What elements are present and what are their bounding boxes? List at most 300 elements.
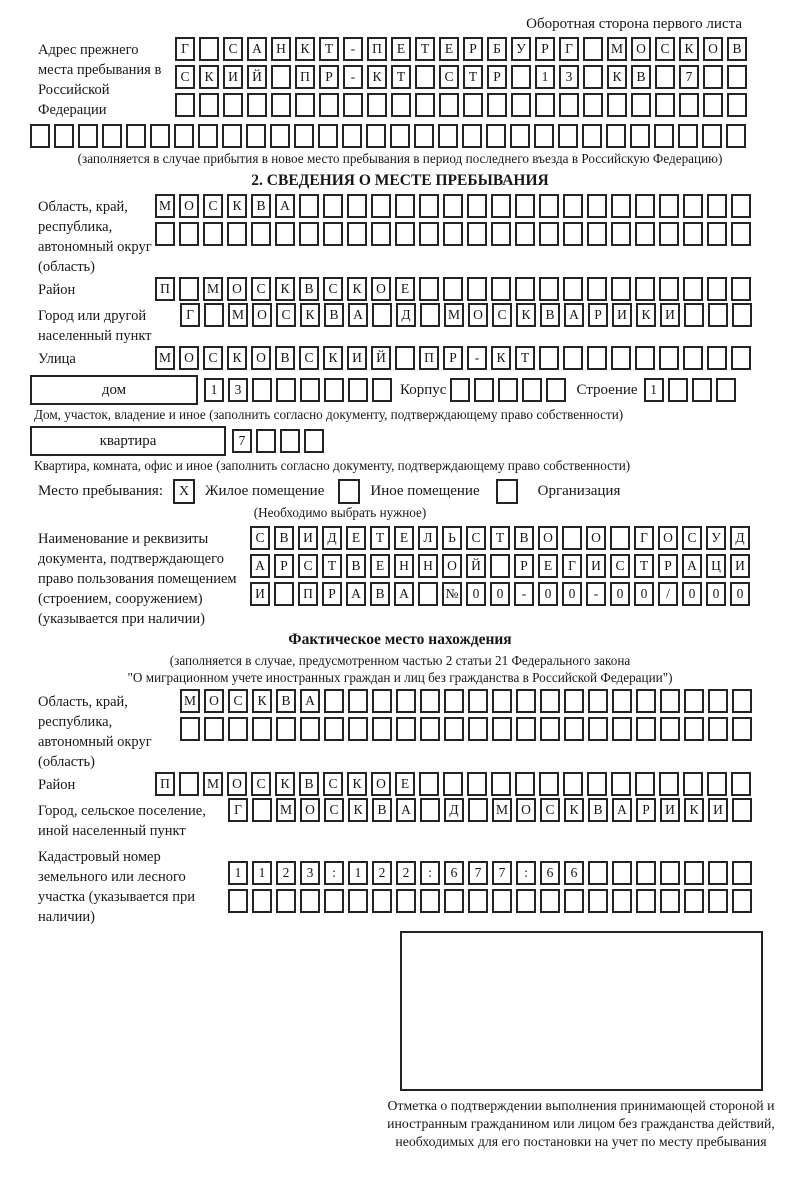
- char-cell: [587, 346, 607, 370]
- char-cell: [516, 717, 536, 741]
- char-cell: [390, 124, 410, 148]
- char-cell: М: [203, 772, 223, 796]
- char-cell: К: [252, 689, 272, 713]
- char-cell: [660, 689, 680, 713]
- char-cell: Н: [271, 37, 291, 61]
- char-cell: [78, 124, 98, 148]
- char-cell: С: [250, 526, 270, 550]
- factual-oblast-grid-row-2: [180, 717, 752, 741]
- char-cell: С: [251, 772, 271, 796]
- char-cell: -: [514, 582, 534, 606]
- char-cell: [732, 689, 752, 713]
- char-cell: [420, 798, 440, 822]
- char-cell: [102, 124, 122, 148]
- char-cell: [635, 194, 655, 218]
- char-cell: Г: [634, 526, 654, 550]
- char-cell: О: [179, 346, 199, 370]
- char-cell: Т: [415, 37, 435, 61]
- char-cell: [716, 378, 736, 402]
- char-cell: Р: [322, 582, 342, 606]
- ulitsa-label: Улица: [38, 351, 76, 367]
- char-cell: :: [516, 861, 536, 885]
- mesto-label: Место пребывания:: [38, 483, 163, 499]
- char-cell: [420, 717, 440, 741]
- char-cell: [708, 889, 728, 913]
- char-cell: 1: [644, 378, 664, 402]
- char-cell: [367, 93, 387, 117]
- char-cell: [155, 222, 175, 246]
- char-cell: [708, 861, 728, 885]
- char-cell: [491, 277, 511, 301]
- char-cell: Р: [274, 554, 294, 578]
- char-cell: [587, 277, 607, 301]
- char-cell: [515, 277, 535, 301]
- char-cell: [395, 346, 415, 370]
- char-cell: К: [347, 772, 367, 796]
- document-block: [38, 526, 800, 629]
- char-cell: И: [586, 554, 606, 578]
- char-cell: [732, 861, 752, 885]
- char-cell: [611, 194, 631, 218]
- char-cell: 0: [634, 582, 654, 606]
- char-cell: [540, 717, 560, 741]
- char-cell: С: [175, 65, 195, 89]
- char-cell: [631, 93, 651, 117]
- char-cell: [522, 378, 542, 402]
- factual-note-2: "О миграционном учете иностранных граждан и лиц без гражданства в Российской Федерации"): [127, 670, 673, 685]
- char-cell: [300, 717, 320, 741]
- char-cell: [498, 378, 518, 402]
- char-cell: М: [155, 194, 175, 218]
- char-cell: К: [347, 277, 367, 301]
- char-cell: 1: [535, 65, 555, 89]
- char-cell: [539, 277, 559, 301]
- char-cell: [630, 124, 650, 148]
- korpus-grid-row: [450, 378, 566, 402]
- char-cell: [660, 861, 680, 885]
- char-cell: [491, 772, 511, 796]
- char-cell: [684, 303, 704, 327]
- char-cell: В: [275, 346, 295, 370]
- char-cell: С: [610, 554, 630, 578]
- char-cell: А: [396, 798, 416, 822]
- char-cell: Г: [562, 554, 582, 578]
- prev-address-grid-row-3: [175, 93, 747, 117]
- char-cell: В: [274, 526, 294, 550]
- char-cell: [540, 889, 560, 913]
- char-cell: О: [703, 37, 723, 61]
- char-cell: О: [252, 303, 272, 327]
- char-cell: К: [275, 277, 295, 301]
- char-cell: [559, 93, 579, 117]
- char-cell: И: [250, 582, 270, 606]
- document-grids: [250, 526, 750, 606]
- char-cell: [371, 222, 391, 246]
- char-cell: К: [227, 194, 247, 218]
- char-cell: И: [660, 798, 680, 822]
- char-cell: Г: [180, 303, 200, 327]
- char-cell: [467, 222, 487, 246]
- char-cell: [319, 93, 339, 117]
- char-cell: С: [251, 277, 271, 301]
- char-cell: В: [346, 554, 366, 578]
- zhiloe-checkbox: X: [173, 479, 195, 504]
- char-cell: [372, 689, 392, 713]
- char-cell: [418, 582, 438, 606]
- char-cell: [372, 889, 392, 913]
- char-cell: П: [298, 582, 318, 606]
- char-cell: [635, 222, 655, 246]
- char-cell: С: [540, 798, 560, 822]
- char-cell: [174, 124, 194, 148]
- char-cell: А: [275, 194, 295, 218]
- char-cell: К: [607, 65, 627, 89]
- char-cell: [683, 277, 703, 301]
- char-cell: [467, 194, 487, 218]
- char-cell: [635, 772, 655, 796]
- factual-note-1: (заполняется в случае, предусмотренном частью 2 статьи 21 Федерального закона: [169, 653, 631, 668]
- char-cell: Н: [394, 554, 414, 578]
- char-cell: Й: [371, 346, 391, 370]
- char-cell: 0: [562, 582, 582, 606]
- char-cell: С: [299, 346, 319, 370]
- document-grid-row-1: [250, 526, 750, 550]
- char-cell: [582, 124, 602, 148]
- char-cell: [511, 65, 531, 89]
- char-cell: [323, 222, 343, 246]
- char-cell: [252, 717, 272, 741]
- rayon-block: [38, 277, 800, 301]
- char-cell: О: [371, 277, 391, 301]
- kadastr-block: [38, 844, 800, 927]
- char-cell: К: [295, 37, 315, 61]
- char-cell: [396, 889, 416, 913]
- char-cell: Т: [515, 346, 535, 370]
- char-cell: [444, 717, 464, 741]
- char-cell: [678, 124, 698, 148]
- char-cell: Д: [444, 798, 464, 822]
- char-cell: [468, 717, 488, 741]
- char-cell: [323, 194, 343, 218]
- char-cell: [731, 277, 751, 301]
- char-cell: И: [730, 554, 750, 578]
- char-cell: [199, 93, 219, 117]
- char-cell: [372, 717, 392, 741]
- char-cell: И: [223, 65, 243, 89]
- char-cell: Т: [322, 554, 342, 578]
- char-cell: О: [204, 689, 224, 713]
- char-cell: [256, 429, 276, 453]
- char-cell: П: [419, 346, 439, 370]
- char-cell: 1: [252, 861, 272, 885]
- char-cell: [492, 689, 512, 713]
- oblast-block: [38, 194, 800, 277]
- char-cell: [612, 861, 632, 885]
- char-cell: Е: [370, 554, 390, 578]
- char-cell: Р: [463, 37, 483, 61]
- char-cell: -: [343, 65, 363, 89]
- char-cell: [707, 222, 727, 246]
- char-cell: [684, 689, 704, 713]
- char-cell: 3: [559, 65, 579, 89]
- char-cell: К: [684, 798, 704, 822]
- char-cell: Г: [175, 37, 195, 61]
- factual-oblast-label: Область, край, республика, автономный округ (область): [38, 694, 152, 770]
- char-cell: [611, 277, 631, 301]
- char-cell: [414, 124, 434, 148]
- char-cell: [546, 378, 566, 402]
- char-cell: [204, 303, 224, 327]
- char-cell: [150, 124, 170, 148]
- char-cell: В: [588, 798, 608, 822]
- char-cell: [539, 772, 559, 796]
- char-cell: Г: [559, 37, 579, 61]
- char-cell: -: [467, 346, 487, 370]
- char-cell: [443, 772, 463, 796]
- gorod-block: [38, 303, 800, 346]
- char-cell: 7: [492, 861, 512, 885]
- char-cell: [635, 346, 655, 370]
- char-cell: [348, 889, 368, 913]
- char-cell: [607, 93, 627, 117]
- char-cell: [420, 689, 440, 713]
- section2-title: 2. СВЕДЕНИЯ О МЕСТЕ ПРЕБЫВАНИЯ: [251, 172, 549, 189]
- mesto-block: [38, 479, 800, 504]
- char-cell: [468, 798, 488, 822]
- char-cell: С: [466, 526, 486, 550]
- char-cell: Т: [634, 554, 654, 578]
- char-cell: [731, 194, 751, 218]
- char-cell: К: [636, 303, 656, 327]
- factual-rayon-label: Район: [38, 777, 76, 793]
- char-cell: [587, 772, 607, 796]
- char-cell: У: [706, 526, 726, 550]
- char-cell: Е: [394, 526, 414, 550]
- char-cell: Д: [730, 526, 750, 550]
- korpus-label: Корпус: [400, 382, 447, 398]
- char-cell: К: [199, 65, 219, 89]
- char-cell: [684, 861, 704, 885]
- char-cell: [707, 346, 727, 370]
- char-cell: :: [324, 861, 344, 885]
- ulitsa-block: [38, 346, 800, 370]
- char-cell: [660, 717, 680, 741]
- char-cell: О: [586, 526, 606, 550]
- char-cell: [324, 889, 344, 913]
- char-cell: Ь: [442, 526, 462, 550]
- char-cell: В: [251, 194, 271, 218]
- char-cell: [318, 124, 338, 148]
- char-cell: К: [679, 37, 699, 61]
- char-cell: С: [439, 65, 459, 89]
- char-cell: [611, 346, 631, 370]
- char-cell: [636, 689, 656, 713]
- char-cell: [347, 222, 367, 246]
- char-cell: Е: [538, 554, 558, 578]
- char-cell: [659, 222, 679, 246]
- kadastr-grids: [228, 861, 752, 913]
- char-cell: [304, 429, 324, 453]
- char-cell: [271, 65, 291, 89]
- char-cell: [491, 194, 511, 218]
- char-cell: [563, 772, 583, 796]
- char-cell: [463, 93, 483, 117]
- char-cell: [300, 378, 320, 402]
- inoe-checkbox: [338, 479, 360, 504]
- char-cell: [299, 194, 319, 218]
- char-cell: 3: [228, 378, 248, 402]
- char-cell: [324, 378, 344, 402]
- char-cell: О: [300, 798, 320, 822]
- oblast-grids: [155, 194, 751, 246]
- stroenie-label: Строение: [576, 382, 638, 398]
- char-cell: [420, 303, 440, 327]
- char-cell: [510, 124, 530, 148]
- char-cell: С: [298, 554, 318, 578]
- char-cell: [179, 772, 199, 796]
- char-cell: [395, 194, 415, 218]
- char-cell: В: [299, 772, 319, 796]
- char-cell: [391, 93, 411, 117]
- oblast-label: Область, край, республика, автономный округ (область): [38, 199, 152, 275]
- char-cell: Е: [391, 37, 411, 61]
- char-cell: [179, 277, 199, 301]
- char-cell: [564, 689, 584, 713]
- char-cell: [655, 65, 675, 89]
- char-cell: К: [491, 346, 511, 370]
- char-cell: И: [612, 303, 632, 327]
- stamp-box: [400, 931, 763, 1091]
- kvartira-block: [30, 426, 800, 456]
- char-cell: [468, 889, 488, 913]
- char-cell: А: [348, 303, 368, 327]
- char-cell: [707, 194, 727, 218]
- char-cell: [371, 194, 391, 218]
- char-cell: [444, 889, 464, 913]
- char-cell: [246, 124, 266, 148]
- char-cell: [443, 194, 463, 218]
- char-cell: К: [323, 346, 343, 370]
- char-cell: [727, 93, 747, 117]
- char-cell: [419, 222, 439, 246]
- char-cell: [274, 582, 294, 606]
- char-cell: И: [708, 798, 728, 822]
- char-cell: Р: [588, 303, 608, 327]
- zhiloe-label: Жилое помещение: [205, 483, 325, 499]
- char-cell: [558, 124, 578, 148]
- char-cell: [726, 124, 746, 148]
- char-cell: 0: [682, 582, 702, 606]
- char-cell: [276, 378, 296, 402]
- char-cell: [444, 689, 464, 713]
- char-cell: 0: [538, 582, 558, 606]
- char-cell: [396, 717, 416, 741]
- char-cell: [227, 222, 247, 246]
- char-cell: [348, 378, 368, 402]
- char-cell: [419, 194, 439, 218]
- char-cell: О: [371, 772, 391, 796]
- char-cell: А: [300, 689, 320, 713]
- factual-rayon-block: [38, 772, 800, 796]
- char-cell: [276, 717, 296, 741]
- char-cell: [588, 889, 608, 913]
- oblast-grid-row-1: [155, 194, 751, 218]
- char-cell: [486, 124, 506, 148]
- char-cell: [683, 346, 703, 370]
- char-cell: М: [155, 346, 175, 370]
- char-cell: 0: [706, 582, 726, 606]
- char-cell: [516, 689, 536, 713]
- char-cell: [294, 124, 314, 148]
- char-cell: В: [299, 277, 319, 301]
- char-cell: [252, 889, 272, 913]
- char-cell: [660, 889, 680, 913]
- char-cell: В: [514, 526, 534, 550]
- char-cell: -: [343, 37, 363, 61]
- char-cell: Е: [439, 37, 459, 61]
- char-cell: [684, 889, 704, 913]
- char-cell: [515, 772, 535, 796]
- kvartira-note: Квартира, комната, офис и иное (заполнить согласно документу, подтверждающему право собственности): [34, 458, 631, 473]
- char-cell: [252, 798, 272, 822]
- char-cell: [708, 689, 728, 713]
- organizatsiya-label: Организация: [537, 483, 621, 499]
- char-cell: Р: [443, 346, 463, 370]
- char-cell: [276, 889, 296, 913]
- char-cell: С: [223, 37, 243, 61]
- char-cell: [587, 194, 607, 218]
- char-cell: [683, 772, 703, 796]
- char-cell: В: [276, 689, 296, 713]
- char-cell: [467, 772, 487, 796]
- char-cell: [347, 194, 367, 218]
- char-cell: А: [682, 554, 702, 578]
- char-cell: [443, 277, 463, 301]
- char-cell: [731, 222, 751, 246]
- char-cell: С: [324, 798, 344, 822]
- char-cell: [511, 93, 531, 117]
- kadastr-grid-row-2: [228, 889, 752, 913]
- char-cell: О: [442, 554, 462, 578]
- char-cell: [583, 93, 603, 117]
- char-cell: [731, 346, 751, 370]
- char-cell: Т: [391, 65, 411, 89]
- char-cell: [587, 222, 607, 246]
- char-cell: [588, 717, 608, 741]
- char-cell: [419, 772, 439, 796]
- char-cell: 2: [396, 861, 416, 885]
- prev-address-grid-row-1: [175, 37, 747, 61]
- dom-note: Дом, участок, владение и иное (заполнить согласно документу, подтверждающему право собственности): [34, 407, 624, 422]
- char-cell: [415, 93, 435, 117]
- char-cell: И: [660, 303, 680, 327]
- char-cell: 6: [564, 861, 584, 885]
- char-cell: [271, 93, 291, 117]
- char-cell: [295, 93, 315, 117]
- char-cell: [611, 772, 631, 796]
- char-cell: О: [468, 303, 488, 327]
- char-cell: Й: [466, 554, 486, 578]
- factual-oblast-grid-row-1: [180, 689, 752, 713]
- char-cell: №: [442, 582, 462, 606]
- char-cell: [515, 222, 535, 246]
- char-cell: [222, 124, 242, 148]
- gorod-label: Город или другой населенный пункт: [38, 308, 152, 344]
- char-cell: В: [324, 303, 344, 327]
- char-cell: [612, 689, 632, 713]
- char-cell: [563, 346, 583, 370]
- char-cell: [659, 277, 679, 301]
